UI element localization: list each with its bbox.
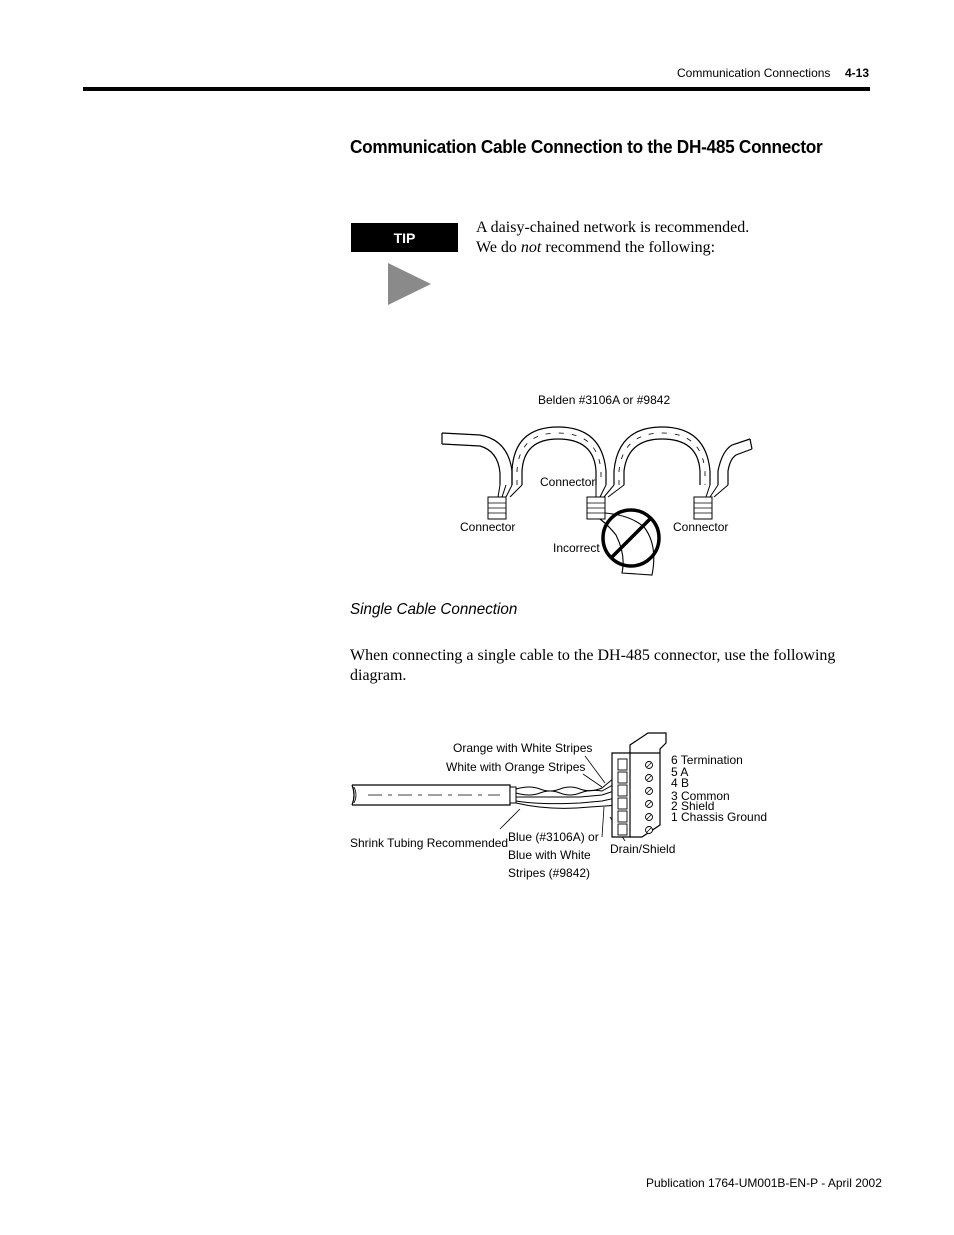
tip-line2	[476, 238, 749, 258]
drain-shield-label: Drain/Shield	[610, 842, 676, 856]
blue-wire-label-line1: Blue (#3106A) or	[508, 830, 599, 844]
tip-line2-suffix: recommend the following:	[541, 239, 716, 256]
tip-line2-emphasis: not	[520, 239, 542, 256]
body-paragraph: When connecting a single cable to the DH-485 connector, use the following diagram.	[350, 647, 836, 684]
blue-wire-label-line3: Stripes (#9842)	[508, 866, 591, 880]
pin-4-label: 4 B	[671, 776, 690, 790]
running-header-section: Communication Connections	[677, 66, 831, 80]
tip-line2-prefix: We do	[476, 239, 521, 256]
header-rule	[83, 87, 870, 91]
cable-label: Belden #3106A or #9842	[538, 393, 671, 407]
orange-white-label: Orange with White Stripes	[453, 741, 593, 755]
page-number: 4-13	[845, 66, 870, 80]
pin-3-label: 3 Common	[671, 789, 730, 803]
tip-label	[351, 223, 458, 252]
daisy-chain-figure	[430, 385, 770, 585]
tip-label-text: TIP	[393, 229, 416, 246]
shrink-tubing-label: Shrink Tubing Recommended	[350, 836, 509, 850]
white-orange-label: White with Orange Stripes	[446, 760, 586, 774]
pin-1-label: 1 Chassis Ground	[671, 810, 768, 824]
pin-2-label: 2 Shield	[671, 799, 715, 813]
connector-right-label: Connector	[673, 520, 729, 534]
section-title: Communication Cable Connection to the DH-485 Connector	[350, 136, 823, 157]
connector-left-label: Connector	[460, 520, 516, 534]
subsection-heading: Single Cable Connection	[350, 601, 518, 618]
incorrect-label: Incorrect	[553, 541, 600, 555]
publication-footer: Publication 1764-UM001B-EN-P - April 2002	[646, 1176, 882, 1190]
pin-5-label: 5 A	[671, 765, 689, 779]
pin-6-label: 6 Termination	[671, 753, 743, 767]
single-cable-figure	[340, 725, 780, 890]
tip-line1: A daisy-chained network is recommended.	[476, 219, 750, 236]
blue-wire-label-line2: Blue with White	[508, 848, 591, 862]
tip-arrow-icon	[387, 262, 433, 306]
connector-middle-label: Connector	[540, 475, 596, 489]
tip-text	[476, 218, 749, 258]
